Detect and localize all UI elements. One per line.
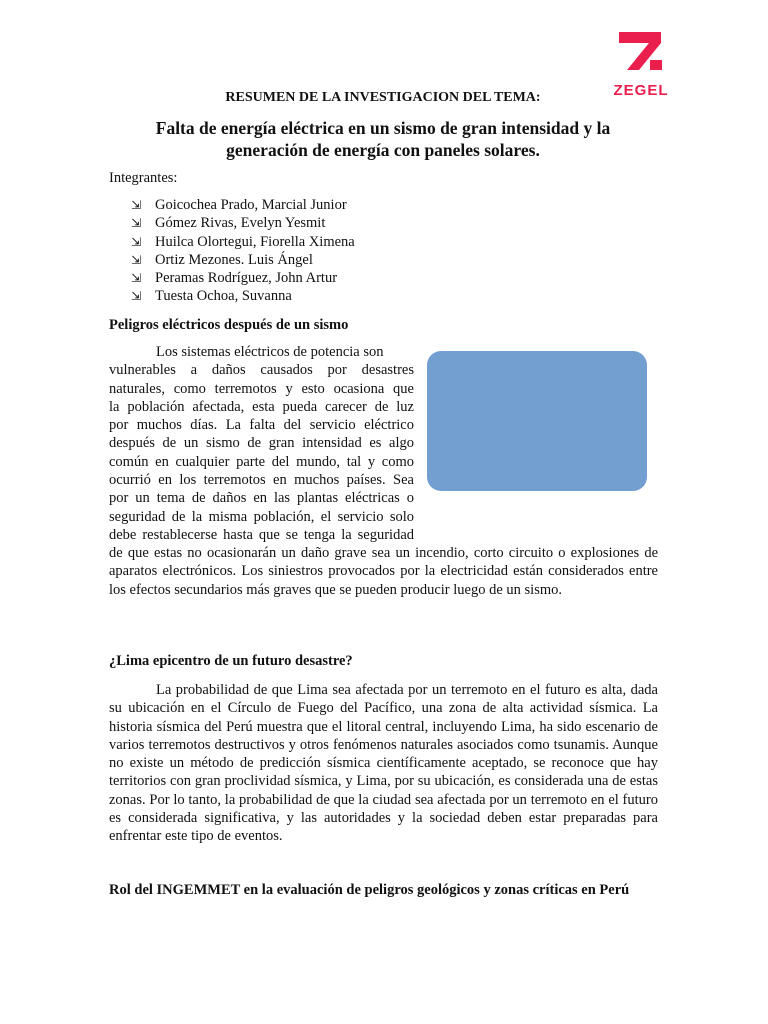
member-name: Tuesta Ochoa, Suvanna	[155, 288, 292, 305]
text-line: Los sistemas eléctricos de potencia son	[156, 344, 384, 360]
members-label: Integrantes:	[109, 170, 178, 186]
members-list	[131, 196, 355, 306]
logo-text: ZEGEL	[613, 82, 669, 99]
section1-wrapped-text	[109, 343, 414, 544]
list-item	[131, 287, 355, 305]
text-line: por muchos días. La falta del servicio eléctrico	[109, 417, 414, 434]
member-name: Gómez Rivas, Evelyn Yesmit	[155, 215, 326, 232]
title-line-2: generación de energía con paneles solares.	[226, 140, 540, 160]
list-item	[131, 233, 355, 251]
arrow-bullet-icon: ⇲	[131, 289, 142, 304]
text-line: seguridad de la misma población, el servicio solo	[109, 508, 414, 525]
document-title	[108, 117, 658, 161]
list-item	[131, 269, 355, 287]
document-heading: RESUMEN DE LA INVESTIGACION DEL TEMA:	[225, 90, 541, 105]
text-line: por un tema de daños en las plantas eléctricas o	[109, 490, 414, 507]
section2-paragraph: La probabilidad de que Lima sea afectada por un terremoto en el futuro es alta, dada su ubicación en el Círculo de Fuego del Pacífico, una zona de alta actividad sísmica. La historia sísmica del Perú muestra que el litoral central, incluyendo Lima, ha sido escenario de varios terremotos destructivos y otros fenómenos naturales asociados como tsunamis. Aunque no existe un método de predicción sísmica científicamente aceptado, se reconoce que hay territorios con gran proclividad sísmica, y Lima, por su ubicación, es considerada una de estas zonas. Por lo tanto, la probabilidad de que la ciudad sea afectada por un terremoto en el futuro es considerada significativa, y las autoridades y la sociedad deben estar preparadas para enfrentar este tipo de eventos.	[109, 682, 658, 845]
text-line: la población afectada, esta pueda carecer de luz	[109, 398, 414, 415]
text-line: debe restablecerse hasta que se tenga la seguridad	[109, 526, 414, 543]
section-title-lima: ¿Lima epicentro de un futuro desastre?	[109, 653, 353, 669]
arrow-bullet-icon: ⇲	[131, 234, 142, 249]
arrow-bullet-icon: ⇲	[131, 216, 142, 231]
section1-continuation: de que estas no ocasionarán un daño grave sea un incendio, corto circuito o explosiones de aparatos electrónicos. Los siniestros provocados por la electricidad están considerados entre los efectos secundarios más graves que se pueden producir luego de un sismo.	[109, 545, 658, 598]
section-title-ingemmet: Rol del INGEMMET en la evaluación de peligros geológicos y zonas críticas en Perú	[109, 882, 630, 898]
member-name: Peramas Rodríguez, John Artur	[155, 270, 338, 287]
image-placeholder	[427, 351, 647, 491]
list-item	[131, 196, 355, 214]
text-line: ocurrió en los terremotos en muchos países. Sea	[109, 472, 414, 489]
arrow-bullet-icon: ⇲	[131, 198, 142, 212]
arrow-bullet-icon: ⇲	[131, 252, 142, 267]
list-item	[131, 251, 355, 269]
section-title-peligros: Peligros eléctricos después de un sismo	[109, 317, 349, 333]
arrow-bullet-icon: ⇲	[131, 271, 142, 286]
text-line: vulnerables a daños causados por desastres	[109, 362, 414, 379]
member-name: Ortiz Mezones. Luis Ángel	[155, 251, 313, 268]
list-item	[131, 214, 355, 232]
title-line-1: Falta de energía eléctrica en un sismo de gran intensidad y la	[155, 118, 611, 138]
text-line: común en cualquier parte del mundo, tal y como	[109, 453, 414, 470]
text-line: después de un sismo de gran intensidad es algo	[109, 435, 414, 452]
member-name: Huilca Olortegui, Fiorella Ximena	[155, 233, 355, 250]
zegel-logo-mark-icon	[619, 32, 663, 78]
text-line: naturales, como terremotos y esto ocasiona que	[109, 380, 414, 397]
member-name: Goicochea Prado, Marcial Junior	[155, 197, 347, 213]
